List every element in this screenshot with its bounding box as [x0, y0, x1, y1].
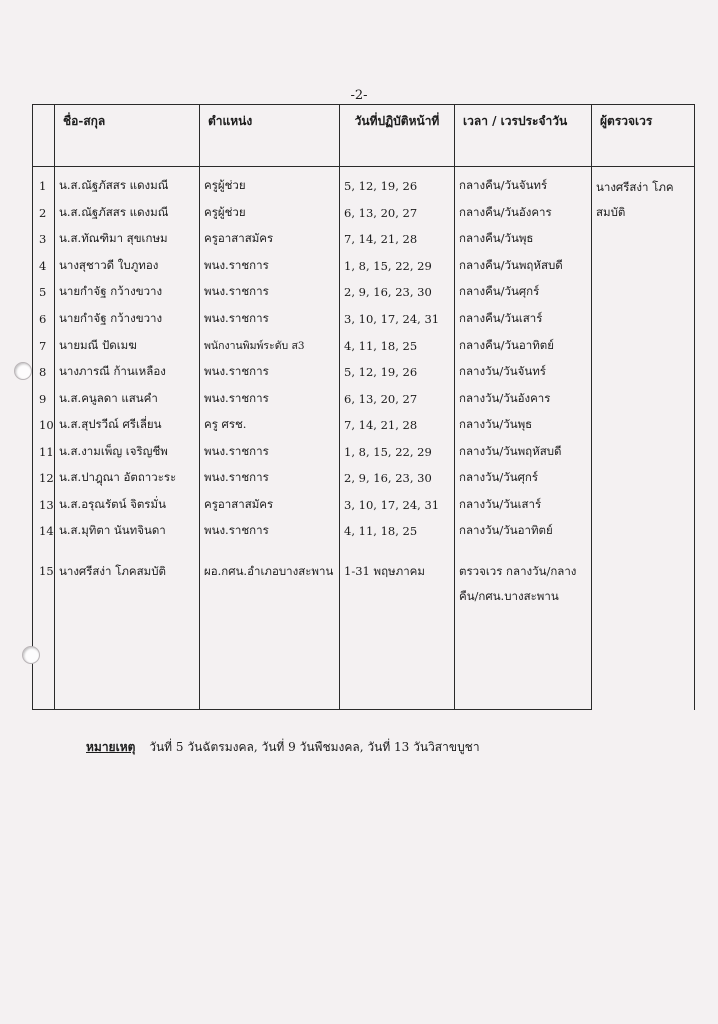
row-position: พนง.ราชการ: [200, 279, 340, 306]
row-dates: 3, 10, 17, 24, 31: [340, 492, 455, 519]
row-shift: กลางคืน/วันเสาร์: [455, 306, 592, 333]
row-position: ผอ.กศน.อำเภอบางสะพาน: [200, 545, 340, 710]
row-shift: กลางวัน/วันจันทร์: [455, 359, 592, 386]
row-name: นางศรีสง่า โภคสมบัติ: [55, 545, 200, 710]
row-name: น.ส.คนูลดา แสนคำ: [55, 385, 200, 412]
row-name: นายกำจัฐ กว้างขวาง: [55, 306, 200, 333]
row-dates: 2, 9, 16, 23, 30: [340, 465, 455, 492]
row-number: 8: [33, 359, 55, 386]
row-position: พนง.ราชการ: [200, 359, 340, 386]
row-position: พนง.ราชการ: [200, 518, 340, 545]
row-number: 6: [33, 306, 55, 333]
row-position: ครูอาสาสมัคร: [200, 226, 340, 253]
row-number: 2: [33, 200, 55, 227]
row-number: 11: [33, 438, 55, 465]
row-number: 13: [33, 492, 55, 519]
row-position: พนง.ราชการ: [200, 465, 340, 492]
row-dates: 1-31 พฤษภาคม: [340, 545, 455, 710]
punch-hole-icon: [22, 646, 40, 664]
row-shift: กลางวัน/วันพฤหัสบดี: [455, 438, 592, 465]
row-position: ครูอาสาสมัคร: [200, 492, 340, 519]
footnote-text: วันที่ 5 วันฉัตรมงคล, วันที่ 9 วันพืชมงคล, วันที่ 13 วันวิสาขบูชา: [149, 740, 480, 754]
row-shift: กลางคืน/วันอังคาร: [455, 200, 592, 227]
row-shift: กลางวัน/วันอาทิตย์: [455, 518, 592, 545]
row-shift: กลางคืน/วันพุธ: [455, 226, 592, 253]
row-number: 5: [33, 279, 55, 306]
row-name: นายกำจัฐ กว้างขวาง: [55, 279, 200, 306]
header-number: [33, 105, 55, 167]
row-dates: 5, 12, 19, 26: [340, 359, 455, 386]
footnote: [86, 738, 480, 757]
header-supervisor: ผู้ตรวจเวร: [592, 105, 695, 167]
row-dates: 7, 14, 21, 28: [340, 412, 455, 439]
row-dates: 1, 8, 15, 22, 29: [340, 438, 455, 465]
row-dates: 6, 13, 20, 27: [340, 200, 455, 227]
header-name: ชื่อ-สกุล: [55, 105, 200, 167]
row-name: นางสุชาวดี ใบภูทอง: [55, 253, 200, 280]
header-duty-dates: วันที่ปฏิบัติหน้าที่: [340, 105, 455, 167]
row-dates: 6, 13, 20, 27: [340, 385, 455, 412]
row-shift: กลางวัน/วันอังคาร: [455, 385, 592, 412]
row-dates: 1, 8, 15, 22, 29: [340, 253, 455, 280]
row-position: พนักงานพิมพ์ระดับ ส3: [200, 332, 340, 359]
duty-roster-table: [32, 104, 695, 710]
row-name: น.ส.สุปรวีณ์ ศรีเลี่ยน: [55, 412, 200, 439]
page-number: -2-: [350, 88, 368, 103]
row-number: 1: [33, 167, 55, 200]
row-name: น.ส.ณัฐภัสสร แดงมณี: [55, 200, 200, 227]
row-name: น.ส.งามเพ็ญ เจริญชีพ: [55, 438, 200, 465]
row-shift: กลางวัน/วันพุธ: [455, 412, 592, 439]
row-number: 14: [33, 518, 55, 545]
row-shift: กลางคืน/วันจันทร์: [455, 167, 592, 200]
row-position: ครูผู้ช่วย: [200, 167, 340, 200]
row-dates: 5, 12, 19, 26: [340, 167, 455, 200]
row-name: น.ส.ปาฎุณา อัตถาวะระ: [55, 465, 200, 492]
row-name: น.ส.อรุณรัตน์ จิตรมั่น: [55, 492, 200, 519]
row-dates: 4, 11, 18, 25: [340, 518, 455, 545]
row-shift: กลางวัน/วันเสาร์: [455, 492, 592, 519]
row-number: 10: [33, 412, 55, 439]
row-number: 7: [33, 332, 55, 359]
footnote-label: หมายเหตุ: [86, 740, 136, 754]
supervisor-cell: นางศรีสง่า โภคสมบัติ: [592, 167, 695, 710]
row-name: นางภารณี ก้านเหลือง: [55, 359, 200, 386]
table-header-row: [33, 105, 695, 167]
row-position: พนง.ราชการ: [200, 438, 340, 465]
row-shift: ตรวจเวร กลางวัน/กลางคืน/กศน.บางสะพาน: [455, 545, 592, 710]
row-number: 3: [33, 226, 55, 253]
header-shift: เวลา / เวรประจำวัน: [455, 105, 592, 167]
row-name: น.ส.มุทิตา นันทจินดา: [55, 518, 200, 545]
row-number: 4: [33, 253, 55, 280]
row-dates: 7, 14, 21, 28: [340, 226, 455, 253]
row-position: พนง.ราชการ: [200, 385, 340, 412]
row-shift: กลางคืน/วันพฤหัสบดี: [455, 253, 592, 280]
row-position: ครูผู้ช่วย: [200, 200, 340, 227]
row-number: 15: [33, 545, 55, 710]
header-position: ตำแหน่ง: [200, 105, 340, 167]
row-position: พนง.ราชการ: [200, 253, 340, 280]
row-position: พนง.ราชการ: [200, 306, 340, 333]
row-shift: กลางคืน/วันศุกร์: [455, 279, 592, 306]
row-name: นายมณี ปัดเมฆ: [55, 332, 200, 359]
row-shift: กลางวัน/วันศุกร์: [455, 465, 592, 492]
row-shift: กลางคืน/วันอาทิตย์: [455, 332, 592, 359]
row-dates: 2, 9, 16, 23, 30: [340, 279, 455, 306]
row-name: น.ส.ทัณฑิมา สุขเกษม: [55, 226, 200, 253]
row-dates: 4, 11, 18, 25: [340, 332, 455, 359]
row-number: 9: [33, 385, 55, 412]
row-position: ครู ศรช.: [200, 412, 340, 439]
row-dates: 3, 10, 17, 24, 31: [340, 306, 455, 333]
punch-hole-icon: [14, 362, 32, 380]
row-name: น.ส.ณัฐภัสสร แดงมณี: [55, 167, 200, 200]
row-number: 12: [33, 465, 55, 492]
table-row: [33, 167, 695, 200]
